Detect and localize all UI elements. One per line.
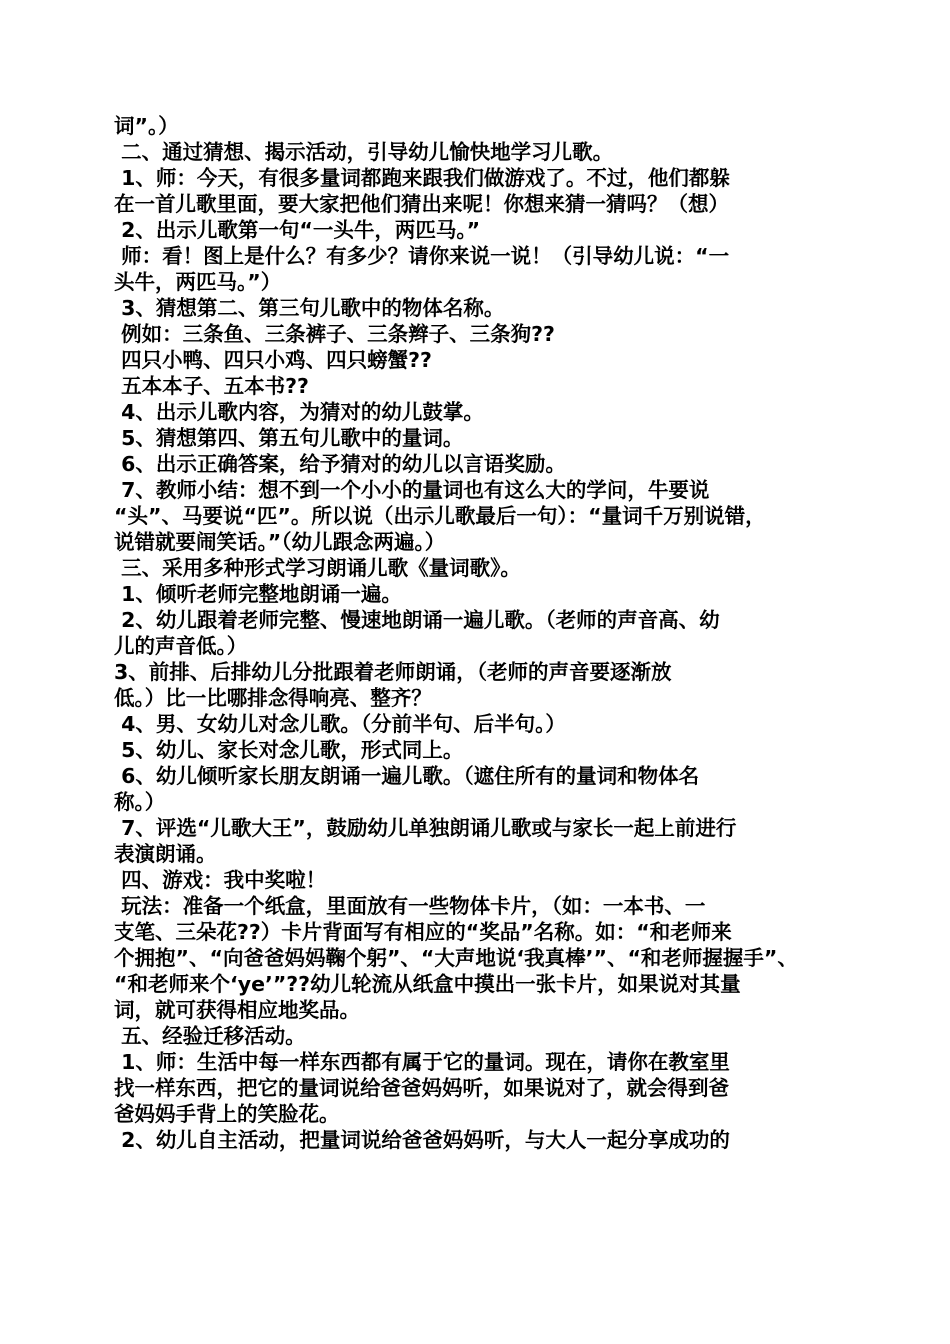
text-line: 爸妈妈手背上的笑脸花。 bbox=[114, 1102, 340, 1126]
text-line: 玩法：准备一个纸盒，里面放有一些物体卡片，（如：一本书、一 bbox=[114, 894, 706, 918]
text-line: 在一首儿歌里面，要大家把他们猜出来呢！你想来猜一猜吗？（想） bbox=[114, 192, 729, 216]
text-line: 5、幼儿、家长对念儿歌，形式同上。 bbox=[114, 738, 464, 762]
text-line: 支笔、三朵花??）卡片背面写有相应的“奖品”名称。如：“和老师来 bbox=[114, 920, 732, 944]
text-line: 4、出示儿歌内容，为猜对的幼儿鼓掌。 bbox=[114, 400, 484, 424]
text-line: 找一样东西，把它的量词说给爸爸妈妈听，如果说对了，就会得到爸 bbox=[114, 1076, 729, 1100]
text-line: 师：看！图上是什么？有多少？请你来说一说！（引导幼儿说：“一 bbox=[114, 244, 730, 268]
section-heading: 四、游戏：我中奖啦！ bbox=[114, 868, 327, 892]
text-line: 五本本子、五本书?? bbox=[114, 374, 309, 398]
text-line: 3、猜想第二、第三句儿歌中的物体名称。 bbox=[114, 296, 505, 320]
text-line: 例如：三条鱼、三条裤子、三条辫子、三条狗?? bbox=[114, 322, 555, 346]
section-heading: 三、采用多种形式学习朗诵儿歌《量词歌》。 bbox=[114, 556, 521, 580]
text-line: 7、评选“儿歌大王”，鼓励幼儿单独朗诵儿歌或与家长一起上前进行 bbox=[114, 816, 737, 840]
text-line: 1、倾听老师完整地朗诵一遍。 bbox=[114, 582, 402, 606]
text-line: 四只小鸭、四只小鸡、四只螃蟹?? bbox=[114, 348, 432, 372]
text-line: 表演朗诵。 bbox=[114, 842, 217, 866]
text-line: 2、幼儿跟着老师完整、慢速地朗诵一遍儿歌。（老师的声音高、幼 bbox=[114, 608, 720, 632]
text-line: 个拥抱”、“向爸爸妈妈鞠个躬”、“大声地说‘我真棒’”、“和老师握握手”、 bbox=[114, 946, 798, 970]
text-line: 词，就可获得相应地奖品。 bbox=[114, 998, 360, 1022]
text-line: 2、幼儿自主活动，把量词说给爸爸妈妈听，与大人一起分享成功的 bbox=[114, 1128, 730, 1152]
text-line: 4、男、女幼儿对念儿歌。（分前半句、后半句。） bbox=[114, 712, 566, 736]
text-line: 7、教师小结：想不到一个小小的量词也有这么大的学问，牛要说 bbox=[114, 478, 710, 502]
text-line: 说错就要闹笑话。”（幼儿跟念两遍。） bbox=[114, 530, 446, 554]
text-line: 1、师：生活中每一样东西都有属于它的量词。现在，请你在教室里 bbox=[114, 1050, 730, 1074]
text-line: 低。）比一比哪排念得响亮、整齐？ bbox=[114, 686, 432, 710]
text-line: 5、猜想第四、第五句儿歌中的量词。 bbox=[114, 426, 464, 450]
document-page bbox=[114, 113, 844, 1153]
text-line: 6、幼儿倾听家长朋友朗诵一遍儿歌。（遮住所有的量词和物体名 bbox=[114, 764, 700, 788]
text-line: 1、师：今天，有很多量词都跑来跟我们做游戏了。不过，他们都躲 bbox=[114, 166, 730, 190]
text-line: 6、出示正确答案，给予猜对的幼儿以言语奖励。 bbox=[114, 452, 566, 476]
text-line: 3、前排、后排幼儿分批跟着老师朗诵，（老师的声音要逐渐放 bbox=[114, 660, 672, 684]
text-line: 2、出示儿歌第一句“一头牛，两匹马。” bbox=[114, 218, 481, 242]
text-line: 词”。） bbox=[114, 114, 179, 138]
section-heading: 五、经验迁移活动。 bbox=[114, 1024, 306, 1048]
text-line: 称。） bbox=[114, 790, 166, 814]
text-line: “和老师来个‘ye’”??幼儿轮流从纸盒中摸出一张卡片，如果说对其量 bbox=[114, 972, 741, 996]
section-heading: 二、通过猜想、揭示活动，引导幼儿愉快地学习儿歌。 bbox=[114, 140, 614, 164]
text-line: 头牛，两匹马。”） bbox=[114, 270, 282, 294]
text-line: “头”、马要说“匹”。所以说（出示儿歌最后一句）：“量词千万别说错， bbox=[114, 504, 766, 528]
text-line: 儿的声音低。） bbox=[114, 634, 248, 658]
